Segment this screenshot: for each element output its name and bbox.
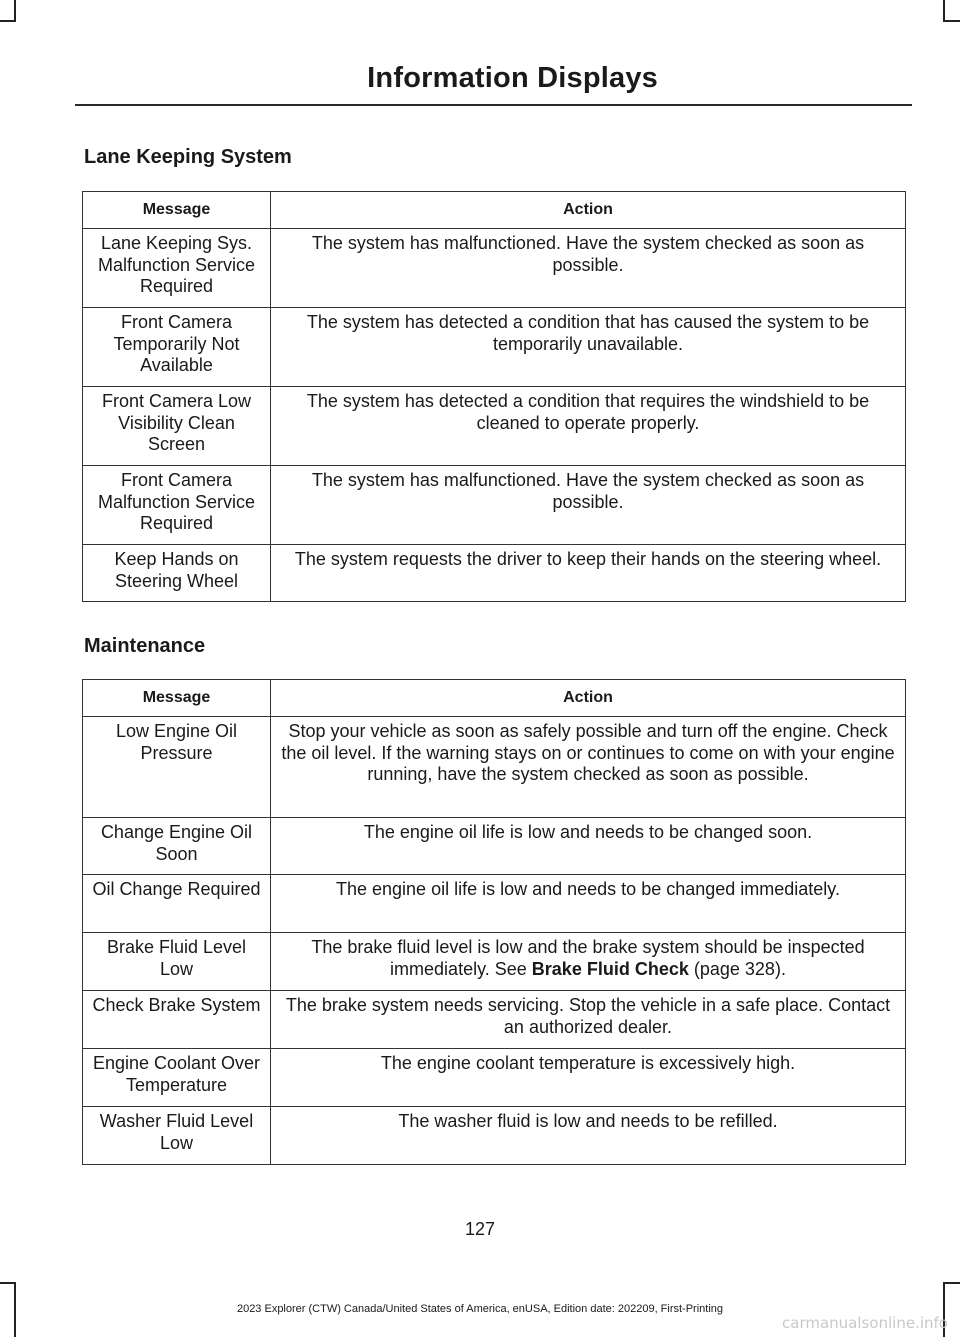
header-divider xyxy=(75,104,912,106)
action-cell: The system requests the driver to keep their hands on the steering wheel. xyxy=(271,545,906,602)
action-cell: The brake system needs servicing. Stop the vehicle in a safe place. Contact an authorized dealer. xyxy=(271,991,906,1049)
crop-mark-top-right-vertical xyxy=(943,0,945,22)
message-cell: Keep Hands on Steering Wheel xyxy=(83,545,271,602)
action-cell: The engine coolant temperature is excessively high. xyxy=(271,1049,906,1107)
message-cell: Engine Coolant Over Temperature xyxy=(83,1049,271,1107)
action-cell xyxy=(271,933,906,991)
action-cell: The system has detected a condition that has caused the system to be temporarily unavailable. xyxy=(271,308,906,387)
table-row xyxy=(83,229,906,308)
message-cell: Low Engine Oil Pressure xyxy=(83,717,271,818)
message-cell: Washer Fluid Level Low xyxy=(83,1107,271,1165)
cross-reference-link[interactable]: Brake Fluid Check xyxy=(531,958,689,979)
page-reference: (page 328). xyxy=(693,958,786,979)
action-cell: The system has malfunctioned. Have the system checked as soon as possible. xyxy=(271,466,906,545)
column-header-message: Message xyxy=(83,192,271,229)
table-row xyxy=(83,545,906,602)
action-cell: The engine oil life is low and needs to be changed soon. xyxy=(271,818,906,875)
action-cell: The system has detected a condition that requires the windshield to be cleaned to operate properly. xyxy=(271,387,906,466)
lane-keeping-table xyxy=(82,191,906,602)
table-header-row xyxy=(83,192,906,229)
table-row xyxy=(83,1107,906,1165)
table-row xyxy=(83,991,906,1049)
table-header-row xyxy=(83,680,906,717)
table-row xyxy=(83,717,906,818)
message-cell: Check Brake System xyxy=(83,991,271,1049)
page-header-title: Information Displays xyxy=(367,62,658,94)
table-row xyxy=(83,466,906,545)
message-cell: Front Camera Low Visibility Clean Screen xyxy=(83,387,271,466)
crop-mark-top-left-vertical xyxy=(14,0,16,22)
maintenance-table xyxy=(82,679,906,1165)
section-heading-maintenance: Maintenance xyxy=(84,635,206,657)
message-cell: Change Engine Oil Soon xyxy=(83,818,271,875)
column-header-action: Action xyxy=(271,680,906,717)
column-header-action: Action xyxy=(271,192,906,229)
table-row xyxy=(83,933,906,991)
crop-mark-top-right-horizontal xyxy=(943,20,960,22)
action-cell: The engine oil life is low and needs to be changed immediately. xyxy=(271,875,906,933)
column-header-message: Message xyxy=(83,680,271,717)
message-cell: Oil Change Required xyxy=(83,875,271,933)
message-cell: Lane Keeping Sys. Malfunction Service Required xyxy=(83,229,271,308)
table-row xyxy=(83,818,906,875)
section-heading-lane-keeping: Lane Keeping System xyxy=(84,146,292,168)
message-cell: Brake Fluid Level Low xyxy=(83,933,271,991)
message-cell: Front Camera Malfunction Service Required xyxy=(83,466,271,545)
table-row xyxy=(83,308,906,387)
crop-mark-top-left-horizontal xyxy=(0,20,16,22)
crop-mark-bottom-left-horizontal xyxy=(0,1282,16,1284)
edition-footer: 2023 Explorer (CTW) Canada/United States of America, enUSA, Edition date: 202209, First-Printing xyxy=(236,1303,724,1315)
crop-mark-bottom-right-horizontal xyxy=(943,1282,960,1284)
page-number: 127 xyxy=(464,1219,496,1239)
action-cell: The system has malfunctioned. Have the system checked as soon as possible. xyxy=(271,229,906,308)
table-row xyxy=(83,875,906,933)
message-cell: Front Camera Temporarily Not Available xyxy=(83,308,271,387)
action-text: The brake fluid level is low and the brake system should be inspected immediately. See xyxy=(311,937,865,979)
action-cell: Stop your vehicle as soon as safely possible and turn off the engine. Check the oil level. If the warning stays on or continues to come on with your engine running, have the system checked as soon as possible. xyxy=(271,717,906,818)
table-row xyxy=(83,1049,906,1107)
action-cell: The washer fluid is low and needs to be refilled. xyxy=(271,1107,906,1165)
table-row xyxy=(83,387,906,466)
watermark: carmanualsonline.info xyxy=(782,1314,948,1332)
